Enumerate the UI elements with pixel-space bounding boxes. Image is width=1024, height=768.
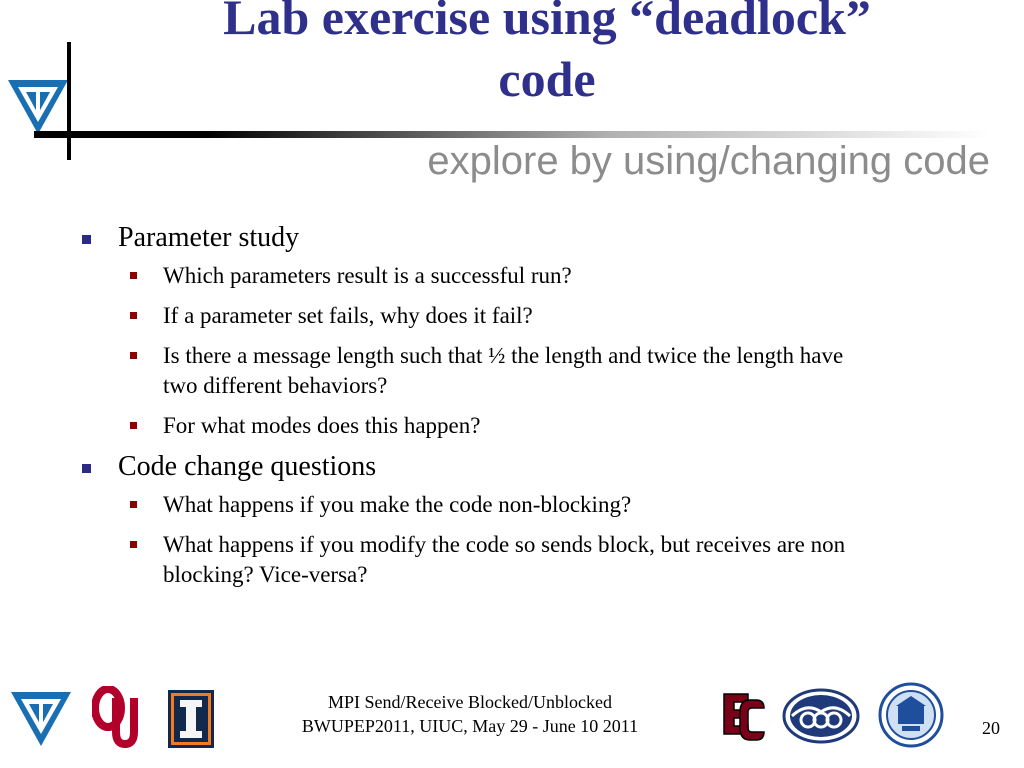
- sub-bullet-item: [70, 490, 863, 520]
- sub-bullet-item: [70, 261, 863, 291]
- bullet-text: Parameter study: [118, 222, 300, 253]
- sub-bullet-item: [70, 301, 863, 331]
- illinois-logo-icon: [168, 690, 214, 748]
- bullet-item: [70, 451, 970, 483]
- slide-subtitle: explore by using/changing code: [427, 139, 990, 183]
- footer-line1: MPI Send/Receive Blocked/Unblocked: [328, 692, 612, 712]
- header-vertical-rule: [67, 42, 71, 160]
- sub-bullet-text: If a parameter set fails, why does it fail?: [163, 303, 533, 328]
- sub-bullet-text: Which parameters result is a successful run?: [163, 263, 572, 288]
- ou-logo-icon: [92, 686, 138, 748]
- slide-content: [70, 222, 970, 600]
- sub-bullet-item: [70, 341, 863, 401]
- bullet-text: Code change questions: [118, 451, 377, 482]
- square-bullet-icon: [82, 464, 91, 473]
- university-seal-icon: [878, 682, 944, 748]
- triangle-logo-icon: [6, 76, 70, 136]
- sub-bullet-text: For what modes does this happen?: [163, 413, 481, 438]
- slide-number: 20: [982, 718, 1000, 738]
- ec-logo-icon: [718, 688, 768, 746]
- square-bullet-icon: [130, 272, 137, 279]
- bullet-item: [70, 222, 970, 254]
- square-bullet-icon: [82, 235, 91, 244]
- square-bullet-icon: [130, 352, 137, 359]
- square-bullet-icon: [130, 541, 137, 548]
- sub-bullet-text: What happens if you modify the code so sends block, but receives are non blocking? Vice-versa?: [163, 532, 846, 587]
- footer-line2: BWUPEP2011, UIUC, May 29 - June 10 2011: [301, 716, 639, 736]
- triangle-logo-icon: [8, 688, 74, 748]
- slide-title-line2: code: [498, 51, 596, 107]
- slide-title-line1: Lab exercise using “deadlock”: [223, 0, 871, 45]
- sub-bullet-text: What happens if you make the code non-blocking?: [163, 492, 632, 517]
- footer-text: [270, 690, 670, 738]
- sub-bullet-item: [70, 530, 863, 590]
- square-bullet-icon: [130, 422, 137, 429]
- square-bullet-icon: [130, 501, 137, 508]
- sub-bullet-text: Is there a message length such that ½ the length and twice the length have two different behaviors?: [163, 343, 844, 398]
- sub-bullet-item: [70, 411, 863, 441]
- ccc-logo-icon: [782, 688, 860, 744]
- square-bullet-icon: [130, 312, 137, 319]
- slide-title: [150, 0, 944, 110]
